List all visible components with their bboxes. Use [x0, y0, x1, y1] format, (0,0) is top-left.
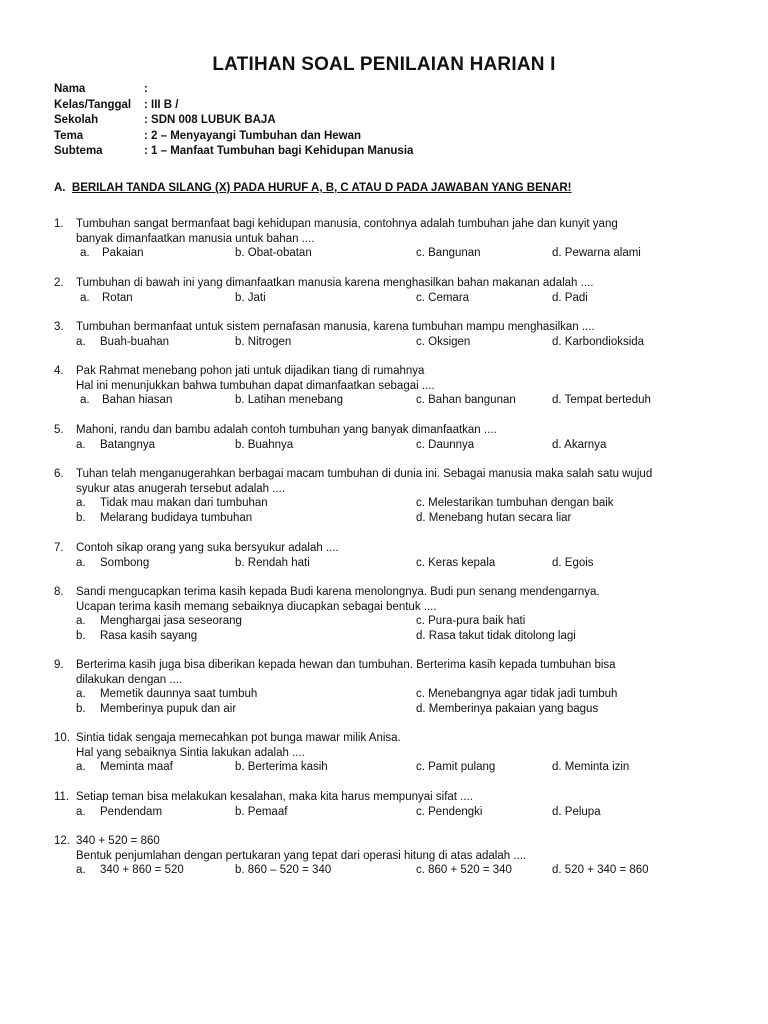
question-number: 4. — [54, 365, 64, 377]
option-d[interactable]: d. Pelupa — [552, 805, 601, 818]
question-11 — [54, 790, 734, 819]
option-b[interactable]: b. Memberinya pupuk dan air — [76, 703, 237, 716]
option-b[interactable]: b. Rendah hati — [235, 556, 310, 569]
info-label: Kelas/Tanggal — [54, 98, 132, 111]
question-text: Tumbuhan sangat bermanfaat bagi kehidupan manusia, contohnya adalah tumbuhan jahe dan kunyit yang — [76, 218, 618, 230]
option-a[interactable]: a. Rotan — [80, 291, 133, 304]
question-8 — [54, 585, 734, 644]
option-b[interactable]: b. Jati — [235, 291, 266, 304]
section-letter: A. — [54, 182, 66, 194]
option-c[interactable]: c. Oksigen — [416, 335, 471, 348]
option-a[interactable]: a. Sombong — [76, 556, 150, 569]
info-value: : III B / — [144, 98, 179, 111]
info-value: : SDN 008 LUBUK BAJA — [144, 114, 276, 127]
option-d[interactable]: d. Memberinya pakaian yang bagus — [416, 703, 599, 716]
option-d[interactable]: d. Menebang hutan secara liar — [416, 512, 572, 525]
question-text: Berterima kasih juga bisa diberikan kepada hewan dan tumbuhan. Berterima kasih kepada tumbuhan bisa — [76, 659, 616, 671]
option-b[interactable]: b. Pemaaf — [235, 805, 288, 818]
option-b[interactable]: b. Rasa kasih sayang — [76, 630, 198, 643]
question-9 — [54, 658, 734, 717]
question-7 — [54, 541, 734, 570]
question-text: Pak Rahmat menebang pohon jati untuk dijadikan tiang di rumahnya — [76, 365, 425, 377]
option-b[interactable]: b. 860 – 520 = 340 — [235, 864, 332, 877]
section-instruction — [54, 182, 572, 194]
question-10 — [54, 731, 734, 775]
option-c[interactable]: c. Cemara — [416, 291, 470, 304]
option-c[interactable]: c. Menebangnya agar tidak jadi tumbuh — [416, 688, 618, 701]
option-c[interactable]: c. Keras kepala — [416, 556, 496, 569]
question-text: Ucapan terima kasih memang sebaiknya diucapkan sebagai bentuk .... — [76, 600, 437, 613]
question-text: dilakukan dengan .... — [76, 673, 183, 686]
question-text: Hal ini menunjukkan bahwa tumbuhan dapat dimanfaatkan sebagai .... — [76, 379, 435, 392]
option-b[interactable]: b. Obat-obatan — [235, 247, 312, 260]
option-a[interactable]: a. Meminta maaf — [76, 761, 173, 774]
info-label: Subtema — [54, 145, 103, 158]
option-a[interactable]: a. Buah-buahan — [76, 335, 170, 348]
option-a[interactable]: a. Pakaian — [80, 247, 144, 260]
option-c[interactable]: c. Melestarikan tumbuhan dengan baik — [416, 497, 614, 510]
option-d[interactable]: d. Karbondioksida — [552, 335, 645, 348]
option-a[interactable]: a. Memetik daunnya saat tumbuh — [76, 688, 258, 701]
question-number: 1. — [54, 218, 64, 230]
question-text: Tumbuhan di bawah ini yang dimanfaatkan manusia karena menghasilkan bahan makanan adalah .... — [76, 277, 594, 289]
question-text: Hal yang sebaiknya Sintia lakukan adalah .... — [76, 746, 305, 759]
question-4 — [54, 364, 734, 408]
question-1 — [54, 217, 734, 261]
option-d[interactable]: d. Pewarna alami — [552, 247, 641, 260]
option-d[interactable]: d. Egois — [552, 556, 594, 569]
info-label: Sekolah — [54, 114, 99, 127]
question-number: 8. — [54, 586, 64, 598]
question-12 — [54, 834, 734, 878]
question-text: banyak dimanfaatkan manusia untuk bahan .... — [76, 232, 315, 245]
info-row-kelas — [54, 98, 413, 114]
info-label: Tema — [54, 129, 84, 142]
question-number: 12. — [54, 835, 70, 847]
question-number: 2. — [54, 277, 64, 289]
info-row-tema — [54, 129, 413, 145]
option-d[interactable]: d. Padi — [552, 291, 588, 304]
question-text: Sintia tidak sengaja memecahkan pot bunga mawar milik Anisa. — [76, 732, 401, 744]
option-d[interactable]: d. Akarnya — [552, 438, 607, 451]
option-b[interactable]: b. Nitrogen — [235, 335, 292, 348]
question-2 — [54, 276, 734, 305]
question-number: 6. — [54, 468, 64, 480]
student-info — [54, 82, 413, 160]
question-number: 10. — [54, 732, 70, 744]
question-5 — [54, 423, 734, 452]
info-row-subtema — [54, 144, 413, 160]
option-b[interactable]: b. Melarang budidaya tumbuhan — [76, 512, 253, 525]
question-text: Setiap teman bisa melakukan kesalahan, maka kita harus mempunyai sifat .... — [76, 791, 473, 803]
question-number: 7. — [54, 542, 64, 554]
question-text: Mahoni, randu dan bambu adalah contoh tumbuhan yang banyak dimanfaatkan .... — [76, 424, 497, 436]
option-c[interactable]: c. Daunnya — [416, 438, 475, 451]
worksheet-title: LATIHAN SOAL PENILAIAN HARIAN I — [212, 54, 556, 75]
info-row-nama — [54, 82, 413, 98]
info-value: : 1 – Manfaat Tumbuhan bagi Kehidupan Manusia — [144, 145, 414, 158]
question-text: Sandi mengucapkan terima kasih kepada Budi karena menolongnya. Budi pun senang mendengarnya. — [76, 586, 600, 598]
question-number: 9. — [54, 659, 64, 671]
option-c[interactable]: c. Bangunan — [416, 247, 481, 260]
option-d[interactable]: d. Rasa takut tidak ditolong lagi — [416, 630, 576, 643]
question-text: Bentuk penjumlahan dengan pertukaran yang tepat dari operasi hitung di atas adalah .... — [76, 849, 527, 862]
info-label: Nama — [54, 83, 86, 95]
option-c[interactable]: c. Pura-pura baik hati — [416, 615, 526, 628]
option-a[interactable]: a. 340 + 860 = 520 — [76, 864, 184, 877]
option-a[interactable]: a. Pendendam — [76, 805, 163, 818]
info-value: : — [144, 83, 148, 95]
info-value: : 2 – Menyayangi Tumbuhan dan Hewan — [144, 129, 362, 142]
question-6 — [54, 467, 734, 526]
option-c[interactable]: c. Pendengki — [416, 805, 483, 818]
option-a[interactable]: a. Tidak mau makan dari tumbuhan — [76, 497, 268, 510]
option-a[interactable]: a. Bahan hiasan — [80, 394, 173, 407]
option-b[interactable]: b. Buahnya — [235, 438, 294, 451]
question-text: Tumbuhan bermanfaat untuk sistem pernafasan manusia, karena tumbuhan mampu menghasilkan .... — [76, 321, 595, 333]
question-text: syukur atas anugerah tersebut adalah .... — [76, 482, 286, 495]
question-text: Tuhan telah menganugerahkan berbagai macam tumbuhan di dunia ini. Sebagai manusia maka salah satu wujud — [76, 468, 653, 480]
question-number: 11. — [54, 791, 70, 803]
option-a[interactable]: a. Menghargai jasa seseorang — [76, 615, 242, 628]
option-c[interactable]: c. Bahan bangunan — [416, 394, 516, 407]
option-d[interactable]: d. Tempat berteduh — [552, 394, 651, 407]
option-c[interactable]: c. Pamit pulang — [416, 761, 496, 774]
question-text: Contoh sikap orang yang suka bersyukur adalah .... — [76, 542, 339, 554]
option-b[interactable]: b. Latihan menebang — [235, 394, 344, 407]
question-number: 3. — [54, 321, 64, 333]
option-d[interactable]: d. 520 + 340 = 860 — [552, 864, 649, 877]
option-b[interactable]: b. Berterima kasih — [235, 761, 328, 774]
instruction-text: BERILAH TANDA SILANG (X) PADA HURUF A, B, C ATAU D PADA JAWABAN YANG BENAR! — [71, 182, 572, 194]
option-c[interactable]: c. 860 + 520 = 340 — [416, 864, 512, 877]
question-number: 5. — [54, 424, 64, 436]
option-d[interactable]: d. Meminta izin — [552, 761, 630, 774]
option-a[interactable]: a. Batangnya — [76, 438, 155, 451]
question-3 — [54, 320, 734, 349]
info-row-sekolah — [54, 113, 413, 129]
question-text: 340 + 520 = 860 — [76, 835, 160, 847]
